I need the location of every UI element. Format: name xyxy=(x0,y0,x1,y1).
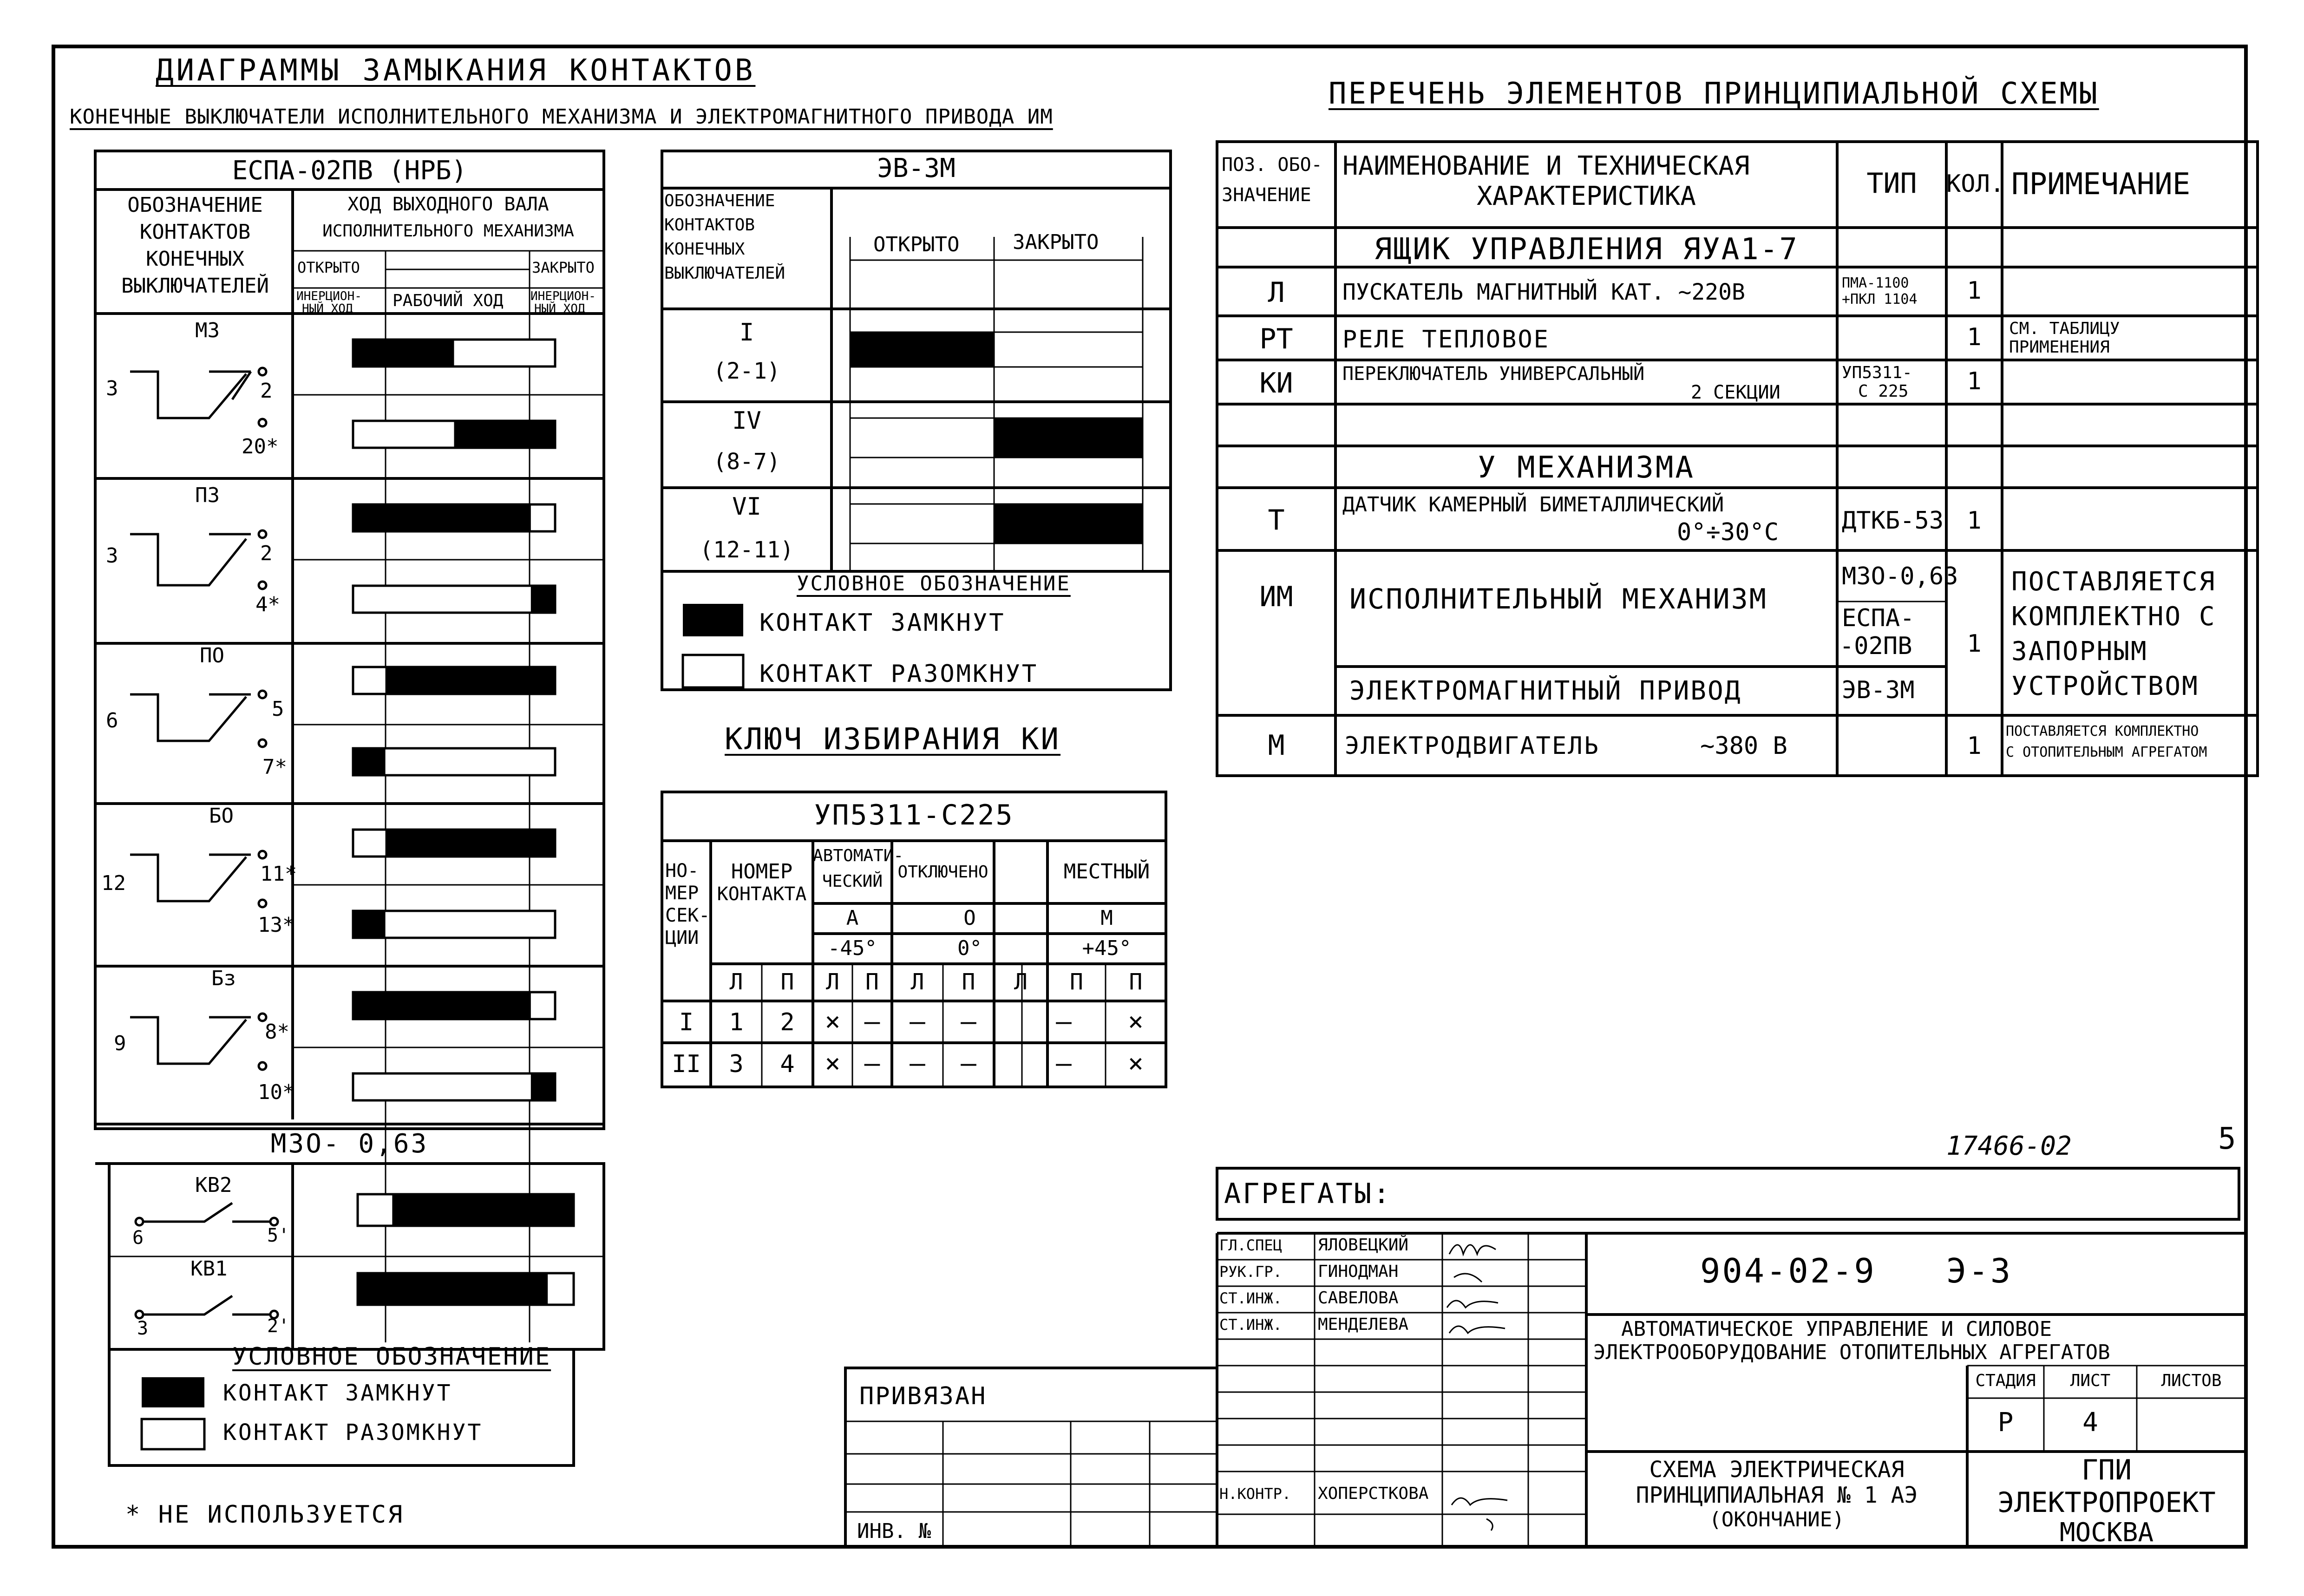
el-type-2: С 225 xyxy=(1858,382,1909,401)
key-row-l: 3 xyxy=(729,1050,744,1078)
el-name: ПЕРЕКЛЮЧАТЕЛЬ УНИВЕРСАЛЬНЫЙ xyxy=(1342,363,1645,385)
footnote: * НЕ ИСПОЛЬЗУЕТСЯ xyxy=(125,1501,405,1529)
key-mark: × xyxy=(1128,1048,1144,1079)
mzo-contact-name: КВ1 xyxy=(190,1257,228,1281)
stamp-person: МЕНДЕЛЕВА xyxy=(1318,1315,1409,1334)
el-pos: Т xyxy=(1268,504,1285,536)
el-note: ПОСТАВЛЯЕТСЯ xyxy=(2011,567,2216,597)
el-type-2: +ПКЛ 1104 xyxy=(1842,291,1918,307)
el-qty: 1 xyxy=(1967,630,1982,658)
key-row-p: 2 xyxy=(780,1008,795,1036)
ev-open-label: ОТКРЫТО xyxy=(873,233,960,256)
ev-pair: (2-1) xyxy=(713,358,780,384)
key-lp: П xyxy=(1070,969,1083,995)
diagrams-subtitle: КОНЕЧНЫЕ ВЫКЛЮЧАТЕЛИ ИСПОЛНИТЕЛЬНОГО МЕХАНИЗМА И ЭЛЕКТРОМАГНИТНОГО ПРИВОДА ИМ xyxy=(70,105,1053,129)
el-note: СМ. ТАБЛИЦУ xyxy=(2009,319,2120,338)
contact-right-number: 5 xyxy=(272,697,284,721)
contact-name: ПО xyxy=(200,644,224,667)
key-lp: Л xyxy=(1014,969,1028,995)
key-letter: А xyxy=(846,906,859,930)
el-header-note: ПРИМЕЧАНИЕ xyxy=(2011,167,2191,202)
el-note: КОМПЛЕКТНО С xyxy=(2011,602,2216,632)
espa-col1-line: ВЫКЛЮЧАТЕЛЕЙ xyxy=(121,274,269,298)
espa-inertial-left: ИНЕРЦИОН- xyxy=(296,289,362,303)
el-header-type: ТИП xyxy=(1866,167,1917,200)
key-local-header: МЕСТНЫЙ xyxy=(1063,860,1150,883)
el-name: РЕЛЕ ТЕПЛОВОЕ xyxy=(1342,326,1550,353)
el-header-pos: ПОЗ. ОБО- xyxy=(1222,154,1322,176)
ev-col1-line: ОБОЗНАЧЕНИЕ xyxy=(664,191,775,210)
contact-left-number: 6 xyxy=(106,709,118,733)
stamp-person: ГИНОДМАН xyxy=(1318,1262,1399,1281)
el-volt: ~380 В xyxy=(1700,732,1787,760)
signature-mark xyxy=(1452,1498,1507,1531)
contact-alt-number: 4* xyxy=(255,593,280,616)
key-mark: — xyxy=(1056,1048,1072,1079)
org-name: ГПИ xyxy=(2081,1454,2132,1486)
stamp-person: САВЕЛОВА xyxy=(1318,1289,1399,1308)
key-section-line: НО- xyxy=(665,860,699,882)
key-mark: × xyxy=(825,1007,841,1037)
key-angle: -45° xyxy=(828,936,877,960)
espa-col2-line: ИСПОЛНИТЕЛЬНОГО МЕХАНИЗМА xyxy=(322,222,574,241)
key-angle: +45° xyxy=(1082,936,1132,960)
inventory-label: ИНВ. № xyxy=(857,1519,931,1543)
el-note: УСТРОЙСТВОМ xyxy=(2011,671,2199,701)
key-lp: П xyxy=(865,969,879,995)
el-qty: 1 xyxy=(1967,367,1982,395)
el-name: ДАТЧИК КАМЕРНЫЙ БИМЕТАЛЛИЧЕСКИЙ xyxy=(1342,493,1724,517)
key-mark: × xyxy=(825,1048,841,1079)
el-qty: 1 xyxy=(1967,507,1982,535)
el-name: ПУСКАТЕЛЬ МАГНИТНЫЙ КАТ. ~220В xyxy=(1342,279,1745,305)
el-qty: 1 xyxy=(1967,277,1982,305)
el-header-pos-2: ЗНАЧЕНИЕ xyxy=(1222,184,1311,206)
el-note-2: С ОТОПИТЕЛЬНЫМ АГРЕГАТОМ xyxy=(2006,744,2207,760)
key-row-p: 4 xyxy=(780,1050,795,1078)
ev-title: ЭВ-3М xyxy=(877,153,956,183)
contact-right-number: 11* xyxy=(260,862,297,886)
key-lp: Л xyxy=(826,969,839,995)
key-table-title: УП5311-С225 xyxy=(814,799,1014,831)
stamp-sheet: 4 xyxy=(2082,1407,2098,1438)
key-lp: Л xyxy=(729,969,743,995)
scheme-title: СХЕМА ЭЛЕКТРИЧЕСКАЯ xyxy=(1649,1457,1905,1483)
key-mark: × xyxy=(1128,1007,1144,1037)
el-header-name-2: ХАРАКТЕРИСТИКА xyxy=(1476,181,1696,211)
el-type: УП5311- xyxy=(1842,363,1912,382)
el-section-1: ЯЩИК УПРАВЛЕНИЯ ЯУА1-7 xyxy=(1374,232,1799,267)
key-contact-header: НОМЕР xyxy=(731,860,793,883)
el-qty: 1 xyxy=(1967,732,1982,760)
ev-col1-line: КОНТАКТОВ xyxy=(664,216,755,235)
el-name: ЭЛЕКТРОМАГНИТНЫЙ ПРИВОД xyxy=(1349,676,1742,706)
key-section-line: МЕР xyxy=(665,883,699,904)
signature-mark xyxy=(1454,1274,1482,1282)
contact-left-number: 3 xyxy=(106,544,118,568)
el-pos: КИ xyxy=(1259,367,1293,399)
el-section-2: У МЕХАНИЗМА xyxy=(1478,451,1695,485)
org-name-2: ЭЛЕКТРОПРОЕКТ xyxy=(1997,1486,2216,1519)
el-pos: Л xyxy=(1268,276,1285,309)
scheme-title-3: (ОКОНЧАНИЕ) xyxy=(1709,1508,1845,1531)
el-header-name: НАИМЕНОВАНИЕ И ТЕХНИЧЕСКАЯ xyxy=(1342,151,1750,181)
espa-legend-open: КОНТАКТ РАЗОМКНУТ xyxy=(223,1419,483,1446)
contact-alt-number: 10* xyxy=(258,1080,295,1104)
diagrams-title: ДИАГРАММЫ ЗАМЫКАНИЯ КОНТАКТОВ xyxy=(156,53,756,88)
key-off-header: ОТКЛЮЧЕНО xyxy=(897,863,988,882)
el-pos: ИМ xyxy=(1259,581,1293,613)
el-type: ДТКБ-53 xyxy=(1842,507,1944,535)
contact-left-number: 12 xyxy=(101,871,126,895)
stamp-role: РУК.ГР. xyxy=(1219,1263,1282,1281)
signature-mark xyxy=(1449,1245,1496,1254)
espa-inertial-right: ИНЕРЦИОН- xyxy=(530,289,596,303)
espa-col1-line: ОБОЗНАЧЕНИЕ xyxy=(127,193,263,217)
el-type: ПМА-1100 xyxy=(1842,275,1909,291)
el-type-3: -02ПВ xyxy=(1839,632,1912,660)
mzo-left-number: 6 xyxy=(132,1227,144,1249)
design-code: 904-02-9 xyxy=(1700,1251,1876,1290)
design-code-2: Э-3 xyxy=(1946,1251,2013,1290)
key-auto-header: АВТОМАТИ- xyxy=(813,846,904,865)
espa-inertial-right-2: НЫЙ ХОД xyxy=(534,302,585,316)
contact-alt-number: 20* xyxy=(242,435,279,458)
key-mark: — xyxy=(864,1048,880,1079)
el-qty: 1 xyxy=(1967,323,1982,351)
scheme-title-2: ПРИНЦИПИАЛЬНАЯ № 1 АЭ xyxy=(1636,1482,1918,1508)
ev-roman: I xyxy=(739,319,754,347)
espa-col1-line: КОНЕЧНЫХ xyxy=(146,247,244,271)
key-lp: П xyxy=(1129,969,1143,995)
key-mark: — xyxy=(910,1007,925,1037)
stamp-role: ГЛ.СПЕЦ xyxy=(1219,1236,1282,1254)
stamp-stage-header: СТАДИЯ xyxy=(1975,1371,2036,1390)
ev-legend-title: УСЛОВНОЕ ОБОЗНАЧЕНИЕ xyxy=(797,572,1071,595)
ev-legend-open: КОНТАКТ РАЗОМКНУТ xyxy=(759,660,1039,688)
ev-legend-closed: КОНТАКТ ЗАМКНУТ xyxy=(759,609,1006,637)
espa-working: РАБОЧИЙ ХОД xyxy=(393,291,504,310)
contact-name: БО xyxy=(209,804,234,828)
el-name-2: 2 СЕКЦИИ xyxy=(1691,382,1780,403)
el-pos: М xyxy=(1268,729,1285,762)
key-contact-header-2: КОНТАКТА xyxy=(717,883,807,905)
stamp-stage: Р xyxy=(1997,1407,2014,1438)
key-row-section: I xyxy=(679,1008,694,1036)
key-auto-header-2: ЧЕСКИЙ xyxy=(822,872,883,891)
key-letter: М xyxy=(1100,906,1113,930)
stamp-desc-2: ЭЛЕКТРООБОРУДОВАНИЕ ОТОПИТЕЛЬНЫХ АГРЕГАТОВ xyxy=(1593,1341,2110,1364)
contact-right-number: 2 xyxy=(260,379,273,403)
el-name: ИСПОЛНИТЕЛЬНЫЙ МЕХАНИЗМ xyxy=(1349,583,1767,615)
key-row-l: 1 xyxy=(729,1008,744,1036)
signature-mark xyxy=(1447,1301,1498,1308)
espa-open-label: ОТКРЫТО xyxy=(297,259,360,276)
el-name: ЭЛЕКТРОДВИГАТЕЛЬ xyxy=(1345,732,1600,760)
key-lp: П xyxy=(780,969,794,995)
elements-title: ПЕРЕЧЕНЬ ЭЛЕМЕНТОВ ПРИНЦИПИАЛЬНОЙ СХЕМЫ xyxy=(1329,77,2099,111)
mzo-contact-name: КВ2 xyxy=(195,1173,232,1197)
espa-legend-closed: КОНТАКТ ЗАМКНУТ xyxy=(223,1380,452,1406)
key-mark: — xyxy=(961,1048,976,1079)
el-note-2: ПРИМЕНЕНИЯ xyxy=(2009,338,2110,357)
ev-roman: IV xyxy=(732,407,761,435)
key-title: КЛЮЧ ИЗБИРАНИЯ КИ xyxy=(725,722,1061,757)
espa-inertial-left-2: НЫЙ ХОД xyxy=(302,302,353,316)
stamp-role: СТ.ИНЖ. xyxy=(1219,1289,1282,1307)
key-mark: — xyxy=(1056,1007,1072,1037)
doc-number: 17466-02 xyxy=(1946,1131,2072,1161)
contact-name: Бз xyxy=(211,967,236,990)
ev-pair: (8-7) xyxy=(713,449,780,475)
stamp-sheet-header: ЛИСТ xyxy=(2070,1371,2111,1390)
ev-col1-line: ВЫКЛЮЧАТЕЛЕЙ xyxy=(664,264,785,283)
el-header-qty: КОЛ. xyxy=(1946,170,2005,198)
stamp-sheets-header: ЛИСТОВ xyxy=(2161,1371,2222,1390)
key-row-section: II xyxy=(672,1050,701,1078)
org-city: МОСКВА xyxy=(2059,1518,2154,1548)
contact-right-number: 2 xyxy=(260,542,273,565)
ev-pair: (12-11) xyxy=(700,537,794,563)
el-note: ПОСТАВЛЯЕТСЯ КОМПЛЕКТНО xyxy=(2006,723,2199,739)
contact-right-number: 8* xyxy=(265,1020,289,1044)
contact-name: МЗ xyxy=(195,319,220,342)
stamp-role: СТ.ИНЖ. xyxy=(1219,1316,1282,1334)
sheet-mark: 5 xyxy=(2218,1122,2236,1156)
el-type-2: ЕСПА- xyxy=(1842,604,1915,632)
mzo-right-number: 5' xyxy=(267,1225,290,1246)
mzo-title: МЗО- 0,63 xyxy=(270,1129,429,1159)
stamp-desc: АВТОМАТИЧЕСКОЕ УПРАВЛЕНИЕ И СИЛОВОЕ xyxy=(1621,1317,2052,1341)
mzo-left-number: 3 xyxy=(137,1318,149,1339)
key-section-line: СЕК- xyxy=(665,905,710,926)
stamp-role: Н.КОНТР. xyxy=(1219,1485,1291,1503)
key-mark: — xyxy=(961,1007,976,1037)
stamp-person: ХОПЕРСТКОВА xyxy=(1318,1484,1429,1503)
contact-alt-number: 13* xyxy=(258,913,295,937)
key-mark: — xyxy=(910,1048,925,1079)
privyazan-label: ПРИВЯЗАН xyxy=(859,1382,987,1410)
key-lp: Л xyxy=(910,969,924,995)
contact-alt-number: 7* xyxy=(262,755,287,779)
el-type: ЭВ-3М xyxy=(1842,676,1915,704)
signature-mark xyxy=(1449,1326,1505,1333)
espa-col2-line: ХОД ВЫХОДНОГО ВАЛА xyxy=(347,194,549,215)
ev-roman: VI xyxy=(732,493,761,521)
espa-legend-title: УСЛОВНОЕ ОБОЗНАЧЕНИЕ xyxy=(232,1343,551,1371)
el-name-2: 0°÷30°С xyxy=(1677,518,1779,546)
espa-col1-line: КОНТАКТОВ xyxy=(139,220,251,244)
key-angle: 0° xyxy=(957,936,982,960)
key-letter: О xyxy=(963,906,976,930)
aggregates-label: АГРЕГАТЫ: xyxy=(1224,1177,1392,1210)
el-pos: РТ xyxy=(1259,323,1293,355)
contact-left-number: 9 xyxy=(114,1032,126,1055)
contact-left-number: 3 xyxy=(106,377,118,400)
espa-closed-label: ЗАКРЫТО xyxy=(532,259,595,276)
key-mark: — xyxy=(864,1007,880,1037)
key-lp: П xyxy=(962,969,975,995)
espa-title: ЕСПА-02ПВ (НРБ) xyxy=(232,156,467,186)
ev-closed-label: ЗАКРЫТО xyxy=(1013,230,1099,254)
el-note: ЗАПОРНЫМ xyxy=(2011,636,2148,667)
mzo-right-number: 2' xyxy=(267,1315,290,1337)
el-type: МЗО-0,63 xyxy=(1842,563,1958,590)
contact-name: ПЗ xyxy=(195,484,220,507)
ev-col1-line: КОНЕЧНЫХ xyxy=(664,240,745,259)
stamp-person: ЯЛОВЕЦКИЙ xyxy=(1318,1236,1409,1255)
key-section-line: ЦИИ xyxy=(665,927,699,948)
